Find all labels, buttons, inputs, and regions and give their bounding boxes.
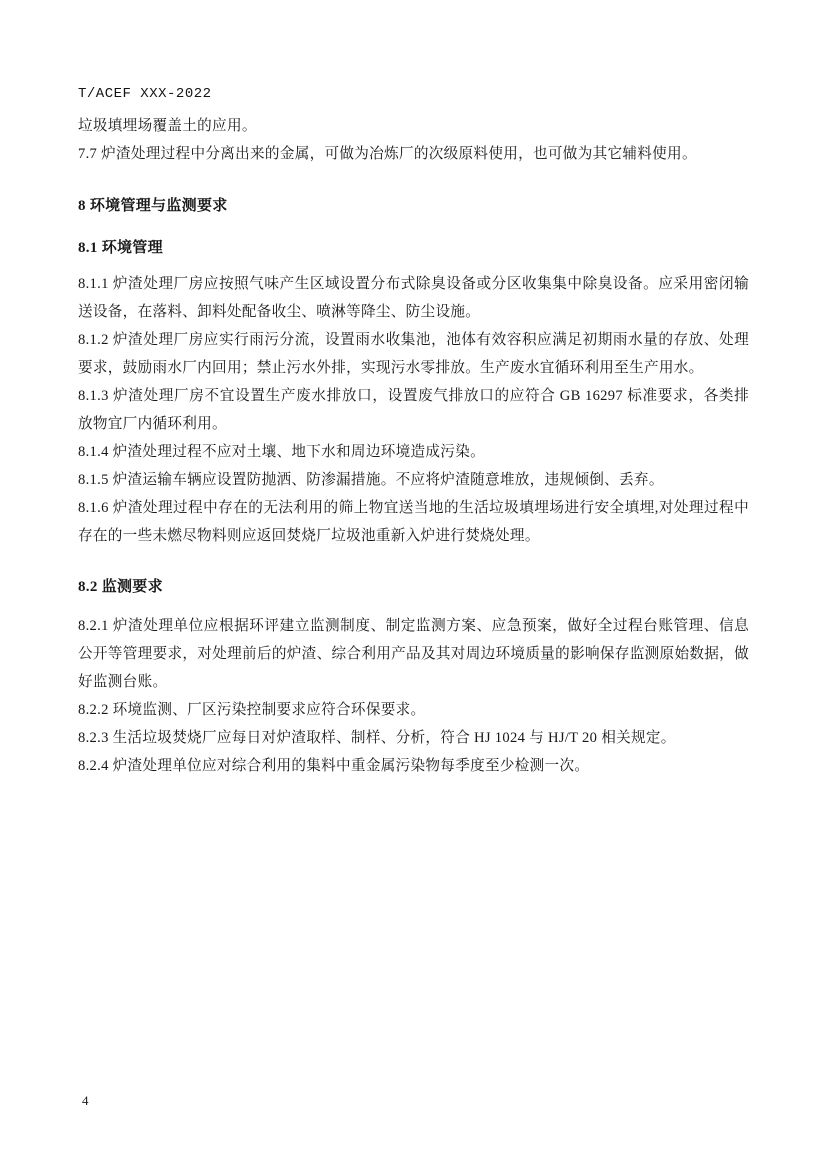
paragraph: 8.2.4 炉渣处理单位应对综合利用的集料中重金属污染物每季度至少检测一次。 [78, 758, 590, 774]
paragraph: 8.2.3 生活垃圾焚烧厂应每日对炉渣取样、制样、分析，符合 HJ 1024 与 HJ/T 20 相关规定。 [78, 730, 676, 746]
section-heading: 8.2 监测要求 [78, 579, 163, 595]
paragraph: 8.1.5 炉渣运输车辆应设置防抛洒、防渗漏措施。不应将炉渣随意堆放，违规倾倒、丢弃。 [78, 472, 664, 488]
paragraph: 8.1.2 炉渣处理厂房应实行雨污分流，设置雨水收集池，池体有效容积应满足初期雨水量的存放、处理要求，鼓励雨水厂内回用；禁止污水外排，实现污水零排放。生产废水宜循环利用至生产用水。 [78, 332, 749, 376]
paragraph: 8.1.4 炉渣处理过程不应对土壤、地下水和周边环境造成污染。 [78, 444, 485, 460]
paragraph: 7.7 炉渣处理过程中分离出来的金属，可做为冶炼厂的次级原料使用，也可做为其它辅料使用。 [78, 146, 697, 162]
paragraph: 垃圾填埋场覆盖土的应用。 [78, 118, 257, 134]
paragraph: 8.1.1 炉渣处理厂房应按照气味产生区域设置分布式除臭设备或分区收集集中除臭设备。应采用密闭输送设备，在落料、卸料处配备收尘、喷淋等降尘、防尘设施。 [78, 276, 749, 320]
page-number: 4 [82, 1093, 89, 1108]
document-body [78, 112, 749, 780]
paragraph: 8.2.2 环境监测、厂区污染控制要求应符合环保要求。 [78, 702, 426, 718]
standard-number-header: T/ACEF XXX-2022 [78, 86, 212, 102]
paragraph: 8.1.3 炉渣处理厂房不宜设置生产废水排放口，设置废气排放口的应符合 GB 16297 标准要求，各类排放物宜厂内循环利用。 [78, 388, 749, 432]
paragraph: 8.1.6 炉渣处理过程中存在的无法利用的筛上物宜送当地的生活垃圾填埋场进行安全填埋,对处理过程中存在的一些未燃尽物料则应返回焚烧厂垃圾池重新入炉进行焚烧处理。 [78, 500, 749, 544]
section-heading: 8 环境管理与监测要求 [78, 198, 228, 214]
paragraph: 8.2.1 炉渣处理单位应根据环评建立监测制度、制定监测方案、应急预案，做好全过程台账管理、信息公开等管理要求，对处理前后的炉渣、综合利用产品及其对周边环境质量的影响保存监测原始数据，做好监测台账。 [78, 618, 749, 690]
section-heading: 8.1 环境管理 [78, 240, 163, 256]
